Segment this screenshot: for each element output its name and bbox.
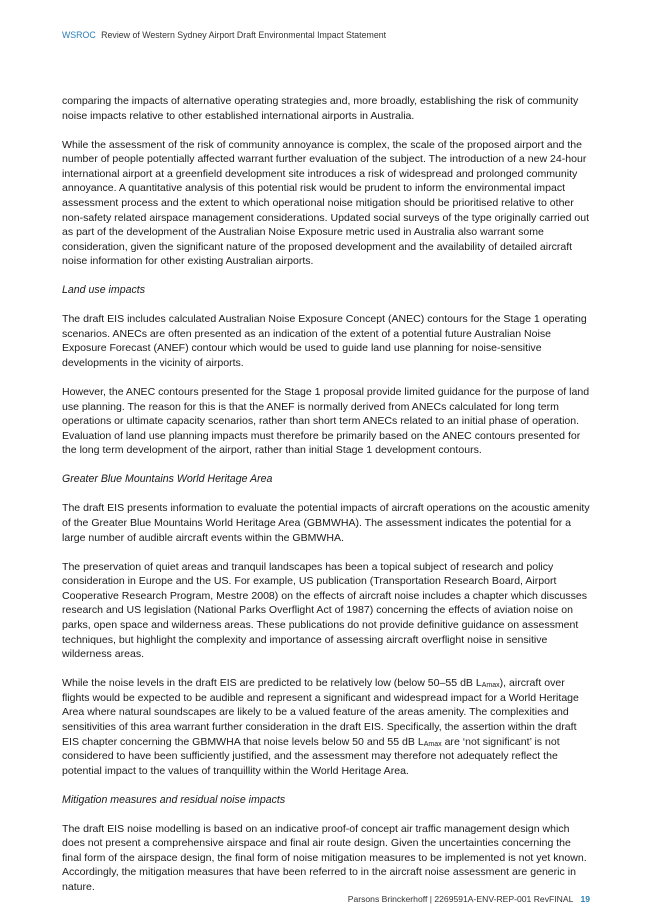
paragraph-text: ), aircraft over flights would be expected to be audible and represent a significant and widespread impact for a World Heritage Area where natural soundscapes are likely to be a valued feature of the areas amenity. The complexities and sensitivities of this area warrant further consideration in the draft EIS. Specifically, the assertion within the draft EIS chapter concerning the GBMWHA that noise levels below 50 and 55 dB L: [62, 677, 579, 748]
section-heading-mitigation: Mitigation measures and residual noise impacts: [62, 793, 286, 806]
paragraph: The draft EIS includes calculated Australian Noise Exposure Concept (ANEC) contours for the Stage 1 operating scenarios. ANECs are often presented as an indication of the extent of a potential future Australian Noise Exposure Forecast (ANEF) contour which would be used to guide land use planning for noise-sensitive developments in the vicinity of airports.: [62, 313, 587, 370]
paragraph-text: While the noise levels in the draft EIS are predicted to be relatively low (below 50–55 dB L: [62, 677, 482, 690]
paragraph: The preservation of quiet areas and tranquil landscapes has been a topical subject of research and policy consideration in Europe and the US. For example, US publication (Transportation Research Board, Airport Cooperative Research Program, Mestre 2008) on the effects of aircraft noise includes a chapter which discusses research and US legislation (National Parks Overflight Act of 1987) concerning the effects of aviation noise on parks, open space and wilderness areas. These publications do not provide definitive guidance on assessment techniques, but highlight the complexity and importance of assessing aircraft overflight noise in sensitive wilderness areas.: [62, 560, 588, 661]
paragraph: While the assessment of the risk of community annoyance is complex, the scale of the proposed airport and the number of people potentially affected warrant further evaluation of the subject. The introduction of a new 24-hour international airport at a greenfield development site introduces a risk of widespread and prolonged community annoyance. A quantitative analysis of this potential risk would be prudent to inform the environmental impact assessment process and the extent to which operational noise mitigation should be prioritised relative to other non-safety related airspace management considerations. Updated social surveys of the type originally carried out as part of the development of the Australian Noise Exposure metric used in Australia also warrant some consideration, given the significant nature of the proposed development and the availability of detailed aircraft noise information for other existing Australian airports.: [62, 138, 590, 268]
footer-reference: Parsons Brinckerhoff | 2269591A-ENV-REP-001 RevFINAL: [347, 894, 574, 904]
document-body: [62, 94, 590, 909]
subscript-amax: Amax: [481, 682, 500, 690]
paragraph: However, the ANEC contours presented for the Stage 1 proposal provide limited guidance for the purpose of land use planning. The reason for this is that the ANEF is normally derived from ANECs calculated for long term operations or ultimate capacity scenarios, rather than short term ANECs related to an initial phase of operation. Evaluation of land use planning impacts must therefore be primarily based on the ANEC contours presented for the long term development of the airport, rather than initial Stage 1 development contours.: [62, 386, 590, 457]
paragraph-text: are ‘not significant’ is not considered to have been sufficiently justified, and the assessment may therefore not adequately reflect the potential impact to the values of tranquillity within the World Heritage Area.: [62, 735, 560, 777]
section-heading-land-use: Land use impacts: [62, 284, 146, 297]
subscript-amax: Amax: [423, 740, 442, 748]
paragraph: [62, 676, 590, 778]
section-heading-world-heritage: Greater Blue Mountains World Heritage Area: [62, 473, 273, 486]
page-number: 19: [580, 894, 590, 904]
header-document-title: Review of Western Sydney Airport Draft Environmental Impact Statement: [101, 30, 387, 40]
header-organization: WSROC: [62, 30, 96, 40]
paragraph: The draft EIS presents information to evaluate the potential impacts of aircraft operations on the acoustic amenity of the Greater Blue Mountains World Heritage Area (GBMWHA). The assessment indicates the potential for a large number of audible aircraft events within the GBMWHA.: [62, 502, 590, 544]
paragraph: The draft EIS noise modelling is based on an indicative proof-of concept air traffic management design which does not present a comprehensive airspace and final air route design. Given the uncertainties concerning the final form of the airspace design, the final form of noise mitigation measures to be implemented is not yet known. Accordingly, the mitigation measures that have been referred to in the aircraft noise assessment are generic in nature.: [62, 822, 587, 894]
paragraph: comparing the impacts of alternative operating strategies and, more broadly, establishing the risk of community noise impacts relative to other established international airports in Australia.: [62, 95, 579, 122]
page-footer: [348, 894, 590, 904]
page-header: [62, 30, 386, 40]
